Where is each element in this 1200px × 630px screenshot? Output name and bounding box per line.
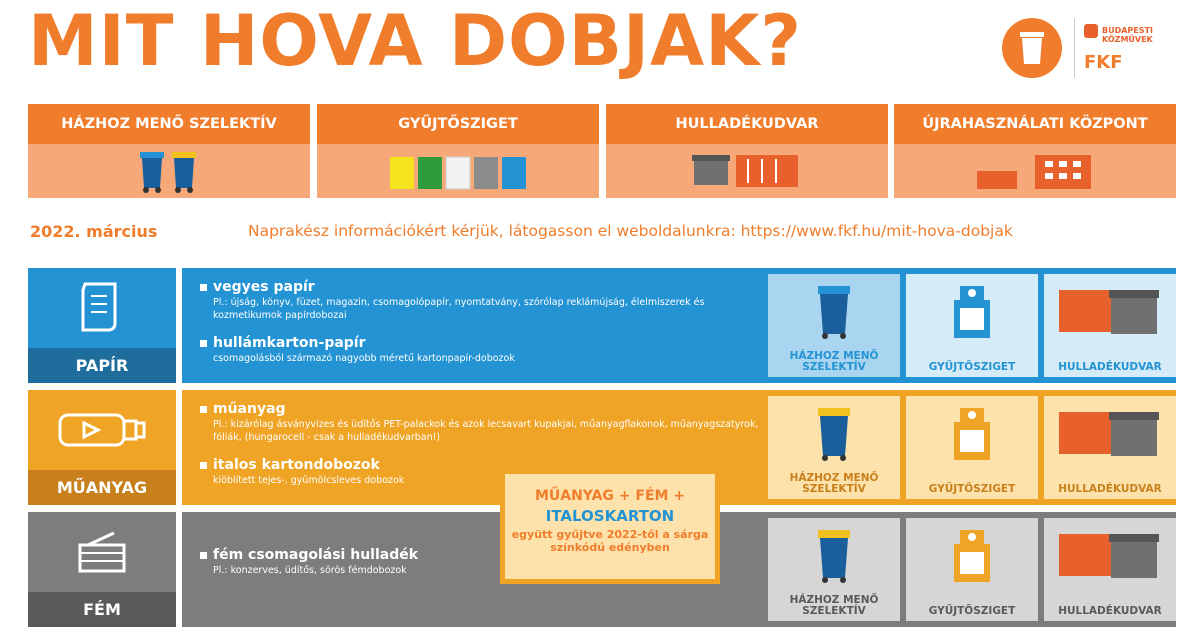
category-header <box>28 104 1176 198</box>
callout-line2: ITALOSKARTON <box>545 507 675 525</box>
tile-label: HULLADÉKUDVAR <box>1058 361 1162 373</box>
container-icon <box>692 151 802 191</box>
crest-icon <box>1084 24 1098 38</box>
item-desc: Pl.: újság, könyv, füzet, magazin, csomagolópapír, nyomtatvány, szórólap reklámújság, élelmiszerek és kozmetikumok papírdobozai <box>213 297 705 321</box>
logo-org-name: BUDAPESTI KÖZMŰVEK <box>1102 26 1153 44</box>
page-title: MIT HOVA DOBJAK? <box>28 0 803 82</box>
info-text: Naprakész információkért kérjük, látogasson el weboldalunkra: https://www.fkf.hu/mit-hova-dobjak <box>248 222 1013 240</box>
tile-label: HÁZHOZ MENŐ SZELEKTÍV <box>789 350 879 373</box>
tile-udvar <box>1044 274 1176 377</box>
tile-udvar <box>1044 396 1176 499</box>
collection-bin-icon <box>950 406 994 462</box>
tile-udvar <box>1044 518 1176 621</box>
row-name: FÉM <box>28 592 176 627</box>
list-item <box>200 400 760 444</box>
item-title: fém csomagolási hulladék <box>213 547 419 563</box>
item-desc: Pl.: kizárólag ásványvizes és üdítős PET-palackok és azok lecsavart kupakjai, műanyagflakonok, műanyagszatyrok, fóliák, (hungarocell - csak a hulladékudvarban!) <box>213 419 759 443</box>
tile-gyujto <box>906 518 1038 621</box>
callout-box <box>500 469 720 584</box>
collection-bin-icon <box>950 284 994 340</box>
tile-label: GYŰJTŐSZIGET <box>928 361 1016 373</box>
tile-gyujto <box>906 274 1038 377</box>
collection-bins-icon <box>388 151 528 191</box>
category-udvar <box>606 104 888 198</box>
list-item <box>200 456 530 487</box>
category-label: ÚJRAHASZNÁLATI KÖZPONT <box>894 104 1176 144</box>
item-desc: csomagolásból származó nagyobb méretű kartonpapír-dobozok <box>213 353 515 364</box>
category-label: HULLADÉKUDVAR <box>606 104 888 144</box>
item-desc: kiöblített tejes-, gyümölcsleves dobozok <box>213 475 405 486</box>
list-item <box>200 546 530 577</box>
container-icon <box>1055 284 1165 340</box>
callout-line3: együtt gyűjtve 2022-től a sárga színkódú edényben <box>511 528 709 554</box>
list-item <box>200 334 760 365</box>
tile-hazhoz <box>768 518 900 621</box>
fkf-logo <box>1002 14 1192 78</box>
category-ujrahasznalati <box>894 104 1176 198</box>
yellow-bin-icon <box>814 528 854 584</box>
date-label: 2022. március <box>30 222 158 241</box>
tile-label: HULLADÉKUDVAR <box>1058 605 1162 617</box>
callout-line1: MŰANYAG + FÉM + <box>534 488 686 504</box>
container-icon <box>1055 406 1165 462</box>
item-desc: Pl.: konzerves, üdítős, sörös fémdobozok <box>213 565 407 576</box>
category-hazhoz <box>28 104 310 198</box>
row-papir <box>28 268 1176 383</box>
item-title: vegyes papír <box>213 279 315 295</box>
yellow-bin-icon <box>814 406 854 462</box>
category-label: GYŰJTŐSZIGET <box>317 104 599 144</box>
collection-bin-icon <box>950 528 994 584</box>
blue-bin-icon <box>134 148 204 194</box>
tile-label: HÁZHOZ MENŐ SZELEKTÍV <box>789 472 879 495</box>
row-name: MŰANYAG <box>28 470 176 505</box>
tile-label: GYŰJTŐSZIGET <box>928 483 1016 495</box>
container-icon <box>1055 528 1165 584</box>
tile-hazhoz <box>768 274 900 377</box>
list-item <box>200 278 760 322</box>
tile-label: HÁZHOZ MENŐ SZELEKTÍV <box>789 594 879 617</box>
tile-gyujto <box>906 396 1038 499</box>
can-icon <box>28 512 176 592</box>
category-label: HÁZHOZ MENŐ SZELEKTÍV <box>28 104 310 144</box>
row-name: PAPÍR <box>28 348 176 383</box>
paper-icon <box>28 268 176 348</box>
bottle-icon <box>28 390 176 470</box>
category-gyujto <box>317 104 599 198</box>
bin-logo-icon <box>1002 18 1062 78</box>
item-title: hullámkarton-papír <box>213 335 366 351</box>
tile-hazhoz <box>768 396 900 499</box>
building-icon <box>975 151 1095 191</box>
tile-label: HULLADÉKUDVAR <box>1058 483 1162 495</box>
logo-fkf: FKF <box>1084 52 1123 73</box>
logo-divider <box>1074 18 1075 78</box>
tile-label: GYŰJTŐSZIGET <box>928 605 1016 617</box>
item-title: italos kartondobozok <box>213 457 380 473</box>
blue-bin-icon <box>814 284 854 340</box>
item-title: műanyag <box>213 401 286 417</box>
